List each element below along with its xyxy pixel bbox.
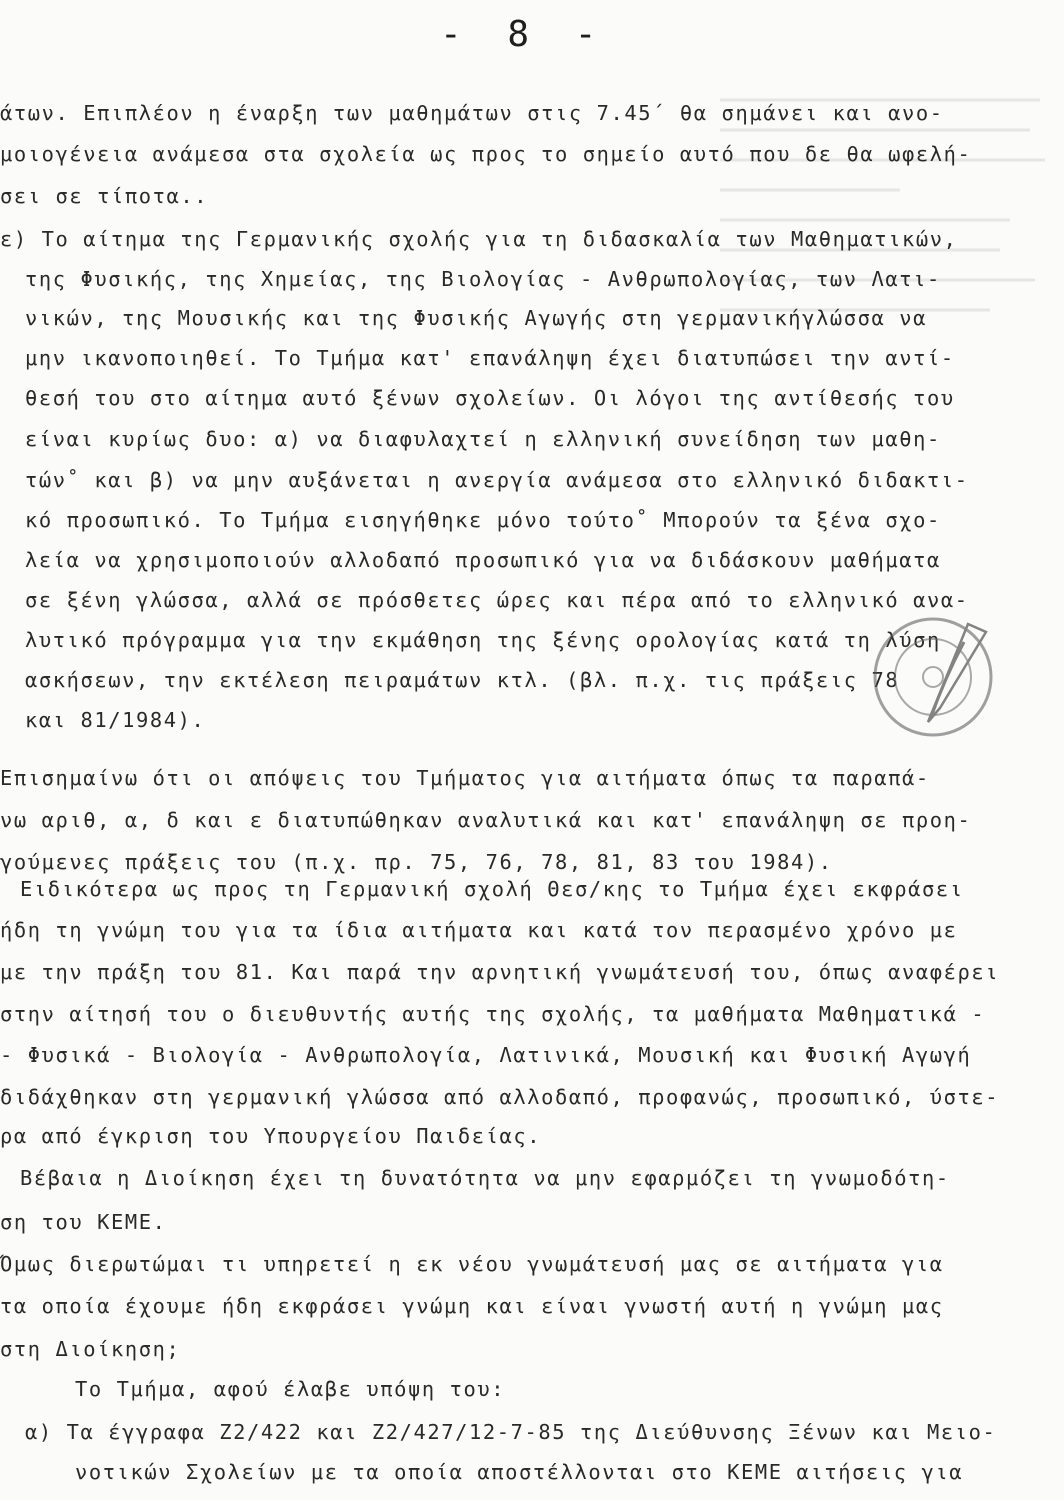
text-line: σει σε τίποτα.. — [0, 184, 209, 208]
text-line: σε ξένη γλώσσα, αλλά σε πρόσθετες ώρες και πέρα από το ελληνικό ανα- — [25, 588, 969, 612]
text-line: Ειδικότερα ως προς τη Γερμανική σχολή Θεσ/κης το Τμήμα έχει εκφράσει — [20, 877, 964, 901]
text-line: με την πράξη του 81. Και παρά την αρνητική γνωμάτευσή του, όπως αναφέρει — [0, 960, 1000, 984]
text-line: ε) Το αίτημα της Γερμανικής σχολής για τη διδασκαλία των Μαθηματικών, — [0, 227, 958, 251]
text-line: λεία να χρησιμοποιούν αλλοδαπό προσωπικό για να διδάσκουν μαθήματα — [25, 548, 941, 572]
text-line: λυτικό πρόγραμμα για την εκμάθηση της ξένης ορολογίας κατά τη λύση — [25, 628, 941, 652]
official-seal-stamp — [868, 612, 998, 742]
text-line: - Φυσικά - Βιολογία - Ανθρωπολογία, Λατινικά, Μουσική και Φυσική Αγωγή — [0, 1043, 972, 1067]
text-line: στην αίτησή του ο διευθυντής αυτής της σχολής, τα μαθήματα Μαθηματικά - — [0, 1002, 986, 1026]
text-line: νοτικών Σχολείων με τα οποία αποστέλλονται στο ΚΕΜΕ αιτήσεις για — [75, 1460, 964, 1484]
text-line: μην ικανοποιηθεί. Το Τμήμα κατ' επανάληψη έχει διατυπώσει την αντί- — [25, 346, 955, 370]
text-line: ρα από έγκριση του Υπουργείου Παιδείας. — [0, 1124, 542, 1148]
text-line: ασκήσεων, την εκτέλεση πειραμάτων κτλ. (βλ. π.χ. τις πράξεις 78 — [25, 668, 900, 692]
text-line: Βέβαια η Διοίκηση έχει τη δυνατότητα να μην εφαρμόζει τη γνωμοδότη- — [20, 1166, 950, 1190]
text-line: Όμως διερωτώμαι τι υπηρετεί η εκ νέου γνωμάτευσή μας σε αιτήματα για — [0, 1252, 944, 1276]
text-line: της Φυσικής, της Χημείας, της Βιολογίας - Ανθρωπολογίας, των Λατι- — [25, 267, 941, 291]
text-line: τών˚ και β) να μην αυξάνεται η ανεργία ανάμεσα στο ελληνικό διδακτι- — [25, 468, 969, 492]
text-line: άτων. Επιπλέον η έναρξη των μαθημάτων στις 7.45΄ θα σημάνει και ανο- — [0, 101, 944, 125]
text-line: διδάχθηκαν στη γερμανική γλώσσα από αλλοδαπό, προφανώς, προσωπικό, ύστε- — [0, 1085, 1000, 1109]
text-line: νω αριθ, α, δ και ε διατυπώθηκαν αναλυτικά και κατ' επανάληψη σε προη- — [0, 808, 972, 832]
page-number: - 8 - — [440, 14, 609, 55]
text-line: τα οποία έχουμε ήδη εκφράσει γνώμη και είναι γνωστή αυτή η γνώμη μας — [0, 1294, 944, 1318]
text-line: νικών, της Μουσικής και της Φυσικής Αγωγής στη γερμανικήγλώσσα να — [25, 306, 927, 330]
text-line: και 81/1984). — [25, 708, 206, 732]
text-line: Επισημαίνω ότι οι απόψεις του Τμήματος για αιτήματα όπως τα παραπά- — [0, 766, 930, 790]
text-line: ση του ΚΕΜΕ. — [0, 1210, 167, 1234]
text-line: μοιογένεια ανάμεσα στα σχολεία ως προς το σημείο αυτό που δε θα ωφελή- — [0, 142, 972, 166]
text-line: ήδη τη γνώμη του για τα ίδια αιτήματα και κατά τον περασμένο χρόνο με — [0, 918, 958, 942]
text-line: είναι κυρίως δυο: α) να διαφυλαχτεί η ελληνική συνείδηση των μαθη- — [25, 427, 941, 451]
text-line: στη Διοίκηση; — [0, 1337, 181, 1361]
text-line: κό προσωπικό. Το Τμήμα εισηγήθηκε μόνο τούτο˚ Μπορούν τα ξένα σχο- — [25, 508, 941, 532]
text-line: γούμενες πράξεις του (π.χ. πρ. 75, 76, 78, 81, 83 του 1984). — [0, 850, 833, 874]
text-line: Το Τμήμα, αφού έλαβε υπόψη του: — [75, 1377, 506, 1401]
text-line: θεσή του στο αίτημα αυτό ξένων σχολείων. Οι λόγοι της αντίθεσής του — [25, 386, 955, 410]
text-line: α) Τα έγγραφα Ζ2/422 και Ζ2/427/12-7-85 της Διεύθυνσης Ξένων και Μειο- — [25, 1420, 997, 1444]
